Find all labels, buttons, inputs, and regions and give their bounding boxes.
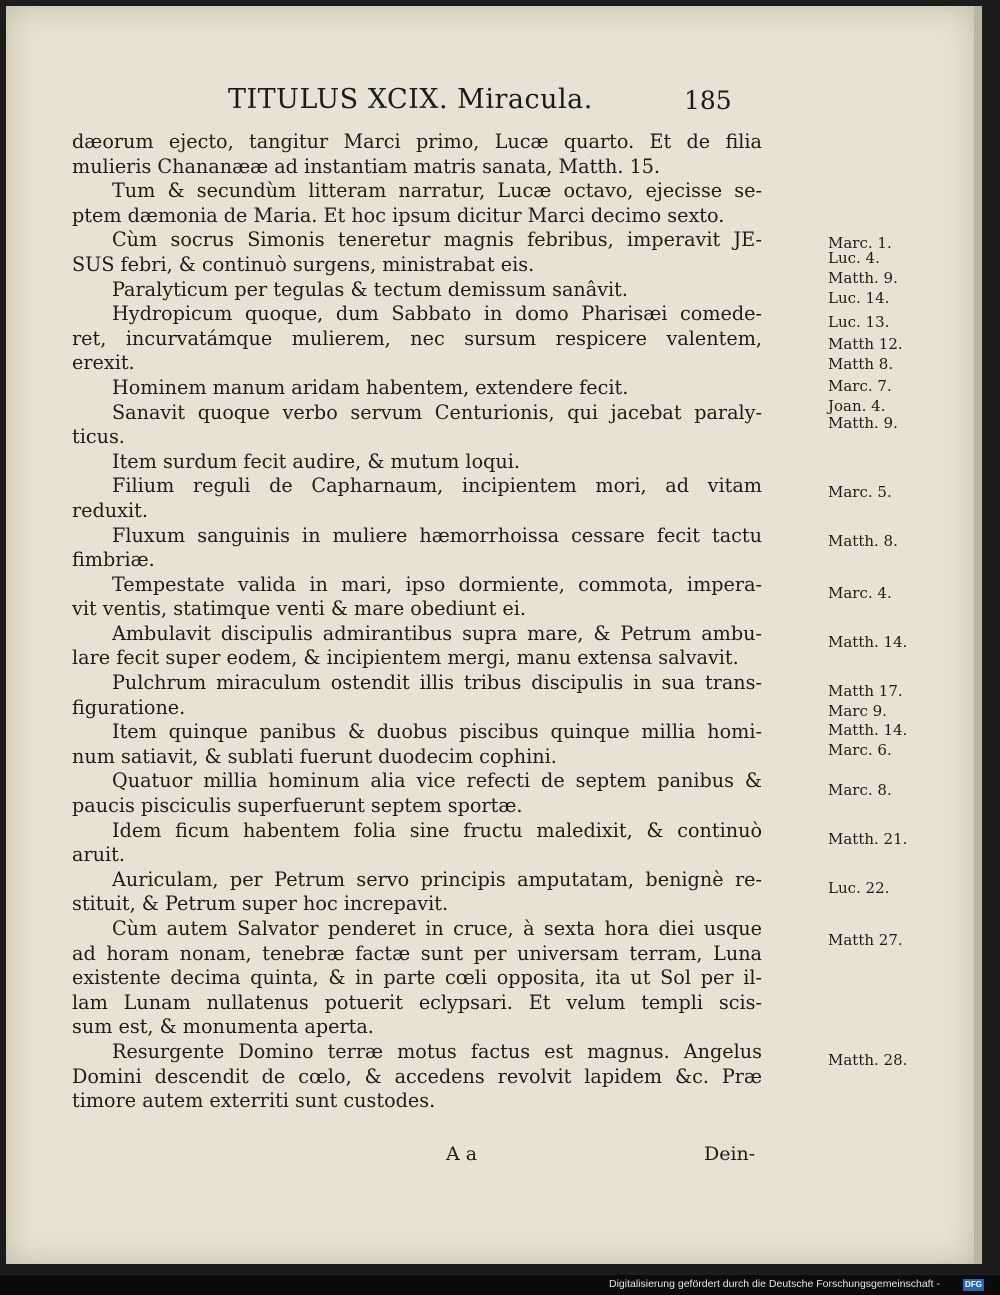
text-line: existente decima quinta, & in parte cœli opposita, ita ut Sol per il- <box>72 966 762 990</box>
text-line: ret, incurvatámque mulierem, nec sursum respicere valentem, <box>72 326 762 350</box>
text-line: reduxit. <box>72 498 148 522</box>
catchword: Dein- <box>704 1143 756 1165</box>
margin-note: Matth 8. <box>828 354 894 373</box>
text-line: Hydropicum quoque, dum Sabbato in domo Pharisæi comede- <box>112 302 762 326</box>
text-line: num satiavit, & sublati fuerunt duodecim cophini. <box>72 744 557 768</box>
text-line: timore autem exterriti sunt custodes. <box>72 1089 436 1113</box>
text-line: Pulchrum miraculum ostendit illis tribus discipulis in sua trans- <box>112 671 762 695</box>
margin-note: Luc. 4. <box>828 249 880 268</box>
text-line: Item quinque panibus & duobus piscibus quinque millia homi- <box>112 720 762 744</box>
text-line: mulieris Chananææ ad instantiam matris sanata, Matth. 15. <box>72 154 661 178</box>
text-line: vit ventis, statimque venti & mare obediunt ei. <box>72 597 527 621</box>
page-edge <box>974 6 982 1264</box>
margin-note: Marc. 7. <box>828 377 892 396</box>
text-line: Hominem manum aridam habentem, extendere fecit. <box>112 375 629 399</box>
margin-note: Matth 27. <box>828 930 903 949</box>
text-line: Ambulavit discipulis admirantibus supra mare, & Petrum ambu- <box>112 621 762 645</box>
margin-note: Matth. 9. <box>828 268 898 287</box>
margin-note: Marc. 6. <box>828 741 892 760</box>
text-line: fimbriæ. <box>72 548 155 572</box>
text-line: ptem dæmonia de Maria. Et hoc ipsum dicitur Marci decimo sexto. <box>72 203 725 227</box>
text-line: Domini descendit de cœlo, & accedens revolvit lapidem &c. Præ <box>72 1064 762 1088</box>
margin-note: Matth. 21. <box>828 829 908 848</box>
text-line: Paralyticum per tegulas & tectum demissum sanâvit. <box>112 277 628 301</box>
margin-note: Marc. 5. <box>828 482 892 501</box>
digitization-credit: Digitalisierung gefördert durch die Deutsche Forschungsgemeinschaft - <box>609 1278 940 1290</box>
text-line: Filium reguli de Capharnaum, incipientem mori, ad vitam <box>112 474 762 498</box>
page-header <box>6 84 974 124</box>
page-footer <box>6 1143 974 1173</box>
margin-note: Matth 17. <box>828 682 903 701</box>
text-line: Tempestate valida in mari, ipso dormiente, commota, impera- <box>112 572 762 596</box>
body-text <box>72 130 908 1114</box>
text-line: erexit. <box>72 351 135 375</box>
margin-note: Luc. 14. <box>828 288 890 307</box>
margin-note: Matth. 14. <box>828 632 908 651</box>
text-line: aruit. <box>72 843 125 867</box>
margin-note: Luc. 13. <box>828 313 890 332</box>
text-line: Item surdum fecit audire, & mutum loqui. <box>112 449 520 473</box>
text-line: Quatuor millia hominum alia vice refecti de septem panibus & <box>112 769 762 793</box>
text-line: lam Lunam nullatenus potuerit eclypsari. Et velum templi scis- <box>72 990 762 1014</box>
margin-note: Marc. 1. <box>828 234 892 253</box>
running-title: TITULUS XCIX. Miracula. <box>228 84 593 115</box>
text-line: Fluxum sanguinis in muliere hæmorrhoissa cessare fecit tactu <box>112 523 762 547</box>
text-line: Auriculam, per Petrum servo principis amputatam, benignè re- <box>112 867 762 891</box>
margin-note: Matth. 28. <box>828 1051 908 1070</box>
text-line: paucis pisciculis superfuerunt septem sportæ. <box>72 794 523 818</box>
text-line: figuratione. <box>72 695 186 719</box>
text-line: dæorum ejecto, tangitur Marci primo, Lucæ quarto. Et de filia <box>72 130 762 153</box>
book-page <box>6 6 974 1264</box>
dfg-logo: DFG <box>963 1279 984 1291</box>
text-line: Sanavit quoque verbo servum Centurionis, qui jacebat paraly- <box>112 400 762 424</box>
text-line: Tum & secundùm litteram narratur, Lucæ octavo, ejecisse se- <box>112 179 762 203</box>
margin-note: Matth. 8. <box>828 532 898 551</box>
margin-note: Luc. 22. <box>828 878 890 897</box>
margin-note: Marc 9. <box>828 701 887 720</box>
text-line: ticus. <box>72 425 125 449</box>
margin-note: Matth. 14. <box>828 721 908 740</box>
text-line: stituit, & Petrum super hoc increpavit. <box>72 892 449 916</box>
text-line: Cùm socrus Simonis teneretur magnis febribus, imperavit JE- <box>112 228 762 252</box>
margin-note: Matth. 9. <box>828 413 898 432</box>
text-line: lare fecit super eodem, & incipientem mergi, manu extensa salvavit. <box>72 646 739 670</box>
text-line: Idem ficum habentem folia sine fructu maledixit, & continuò <box>112 818 762 842</box>
text-line: sum est, & monumenta aperta. <box>72 1015 374 1039</box>
signature-mark: A a <box>446 1143 478 1165</box>
text-line: Cùm autem Salvator penderet in cruce, à sexta hora diei usque <box>112 917 762 940</box>
text-line: ad horam nonam, tenebræ factæ sunt per universam terram, Luna <box>72 941 762 965</box>
margin-note: Marc. 4. <box>828 583 892 602</box>
page-number: 185 <box>684 86 732 115</box>
margin-note: Joan. 4. <box>828 396 886 415</box>
margin-note: Marc. 8. <box>828 780 892 799</box>
margin-note: Matth 12. <box>828 335 903 354</box>
text-line: Resurgente Domino terræ motus factus est magnus. Angelus <box>112 1039 762 1063</box>
text-line: SUS febri, & continuò surgens, ministrabat eis. <box>72 252 535 276</box>
